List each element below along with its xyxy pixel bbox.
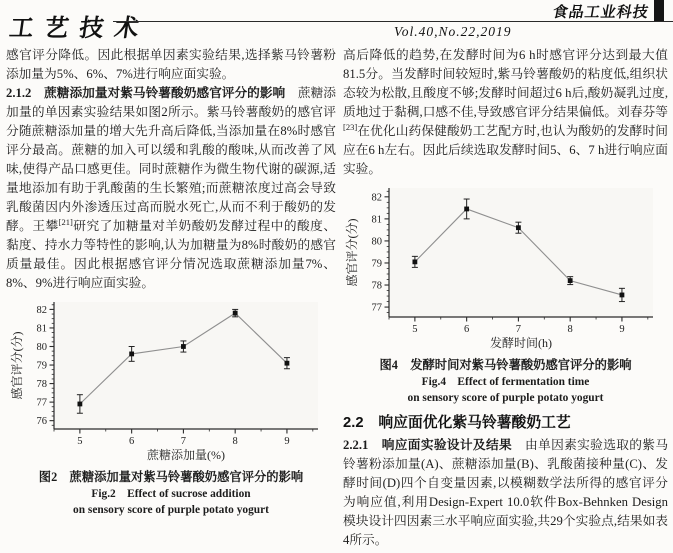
- paragraph-212-text-a: 蔗糖添加量的单因素实验结果如图2所示。紫马铃薯酸奶的感官评分随蔗糖添加量的增大先升高后降低,当添加量在8%时感官评分最高。蔗糖的加入可以缓和乳酸的酸味,从而改善了风味,使得产品口感更佳。同时蔗糖作为微生物代谢的碳源,适量地添加有助于乳酸菌的生长繁殖;而蔗糖浓度过高会导致乳酸菌因内外渗透压过高而脱水死亡,从而不利于酸奶的发酵。王攀: [6, 86, 336, 233]
- paragraph-fermentation-text-b: 在优化山药保健酸奶工艺配方时,也认为酸奶的发酵时间应在6 h左右。因此后续选取发酵时间5、6、7 h进行响应面实验。: [343, 124, 668, 176]
- svg-text:7: 7: [180, 436, 187, 447]
- figure-2-chart-wrap: [6, 295, 336, 468]
- svg-text:6: 6: [463, 324, 469, 335]
- svg-text:76: 76: [36, 416, 47, 428]
- svg-text:蔗糖添加量(%): 蔗糖添加量(%): [147, 448, 225, 462]
- svg-text:6: 6: [129, 436, 135, 447]
- svg-text:8: 8: [232, 436, 238, 447]
- svg-text:9: 9: [284, 436, 290, 447]
- figure-4-chart-wrap: [343, 181, 668, 356]
- heading-2-1-2: 2.1.2 蔗糖添加量对紫马铃薯酸奶感官评分的影响: [6, 86, 286, 100]
- svg-text:80: 80: [36, 341, 47, 353]
- svg-text:79: 79: [371, 258, 382, 270]
- svg-text:5: 5: [77, 436, 83, 447]
- right-column: [343, 46, 668, 550]
- paragraph-fermentation-text-a: 高后降低的趋势,在发酵时间为6 h时感官评分达到最大值81.5分。当发酵时间较短时,紫马铃薯酸奶的粘度低,组织状态较为松散,且酸度不够;发酵时间超过6 h后,酸奶凝乳过度,质地过于黏稠,口感不佳,导致感官评分结果偏低。刘春芬等: [343, 48, 668, 119]
- svg-text:82: 82: [36, 304, 47, 316]
- issue-info: Vol.40,No.22,2019: [394, 24, 512, 39]
- paragraph-212: [6, 84, 336, 293]
- svg-text:感官评分(分): 感官评分(分): [10, 331, 24, 400]
- figure-2-line-chart: [10, 295, 332, 463]
- paragraph-221: [343, 436, 668, 550]
- journal-logo: 食品工业科技: [551, 5, 651, 21]
- svg-text:感官评分(分): 感官评分(分): [344, 218, 359, 287]
- figure-4-caption-cn: 图4 发酵时间对紫马铃薯酸奶感官评分的影响: [379, 358, 632, 372]
- figure-4-caption-en-1: Fig.4 Effect of fermentation time: [421, 376, 590, 388]
- citation-23: [23]: [343, 121, 358, 132]
- citation-21: [21]: [58, 216, 73, 227]
- svg-text:82: 82: [371, 192, 382, 204]
- heading-2-2: 2.2 响应面优化紫马铃薯酸奶工艺: [343, 415, 571, 431]
- svg-text:77: 77: [36, 397, 47, 409]
- svg-text:8: 8: [567, 324, 573, 335]
- left-column: [6, 46, 336, 550]
- figure-4-caption: [343, 357, 668, 406]
- svg-text:7: 7: [515, 324, 521, 335]
- figure-4-caption-en-2: on sensory score of purple potato yogurt: [407, 392, 604, 404]
- figure-4-line-chart: [345, 181, 667, 351]
- figure-2-caption-en-2: on sensory score of purple potato yogurt: [73, 504, 269, 516]
- figure-2-caption-cn: 图2 蔗糖添加量对紫马铃薯酸奶感官评分的影响: [38, 470, 304, 484]
- two-column-body: [0, 44, 673, 550]
- paragraph-intro: [6, 46, 336, 84]
- figure-4: [343, 181, 668, 406]
- section-logo-gongyijishu: 工艺技术: [7, 16, 152, 42]
- header-black-bar: [654, 0, 664, 21]
- paragraph-221-text: 由单因素实验选取的紫马铃薯粉添加量(A)、蔗糖添加量(B)、乳酸菌接种量(C)、发酵时间(D)四个自变量因素,以模糊数学法所得的感官评分为响应值,利用Design-Expert 10.0软件Box-Behnken Design模块设计四因素三水平响应面实验,共29个实验点,结果如表4所示。: [343, 438, 669, 547]
- paragraph-212-text-b: 研究了加糖量对羊奶酸奶发酵过程中的酸度、黏度、持水力等特性的影响,认为加糖量为8%时酸奶的感官质量最佳。因此根据感官评分情况选取蔗糖添加量7%、8%、9%进行响应面实验。: [6, 219, 337, 290]
- svg-text:80: 80: [371, 236, 382, 248]
- heading-2-2-1: 2.2.1 响应面实验设计及结果: [343, 438, 513, 452]
- figure-2-caption-en-1: Fig.2 Effect of sucrose addition: [91, 488, 251, 500]
- paragraph-intro-text: 感官评分降低。因此根据单因素实验结果,选择紫马铃薯粉添加量为5%、6%、7%进行响应面实验。: [6, 48, 336, 81]
- svg-text:78: 78: [371, 280, 382, 292]
- figure-2: [6, 295, 336, 518]
- figure-2-caption: [6, 469, 336, 518]
- page-header: [0, 0, 673, 44]
- svg-text:79: 79: [36, 360, 47, 372]
- svg-text:发酵时间(h): 发酵时间(h): [489, 336, 552, 350]
- svg-text:9: 9: [618, 324, 625, 335]
- svg-text:81: 81: [36, 323, 47, 335]
- svg-text:5: 5: [411, 324, 418, 335]
- svg-text:77: 77: [371, 302, 382, 314]
- svg-text:78: 78: [36, 379, 47, 391]
- paragraph-fermentation: [343, 46, 668, 179]
- svg-text:81: 81: [371, 214, 382, 226]
